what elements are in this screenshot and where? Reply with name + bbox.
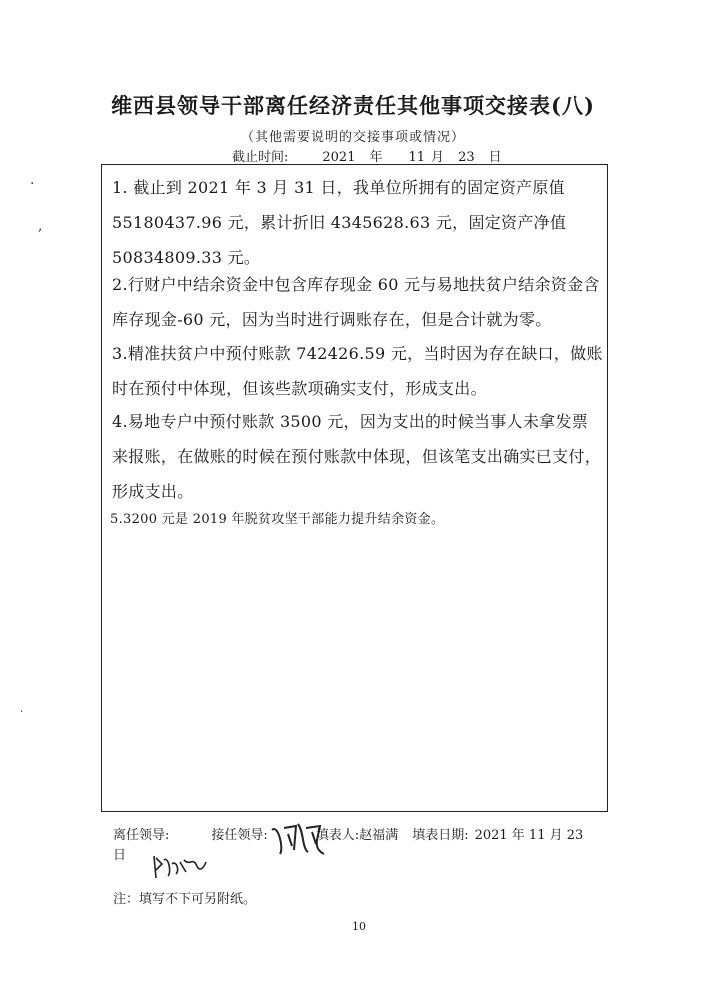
deadline-year: 2021 xyxy=(322,150,356,165)
filler-label: 填表人: xyxy=(315,828,360,843)
deadline-month: 11 xyxy=(408,150,426,165)
deadline-day: 23 xyxy=(458,150,475,165)
item-3: 3.精准扶贫户中预付账款 742426.59 元，当时因为存在缺口，做账时在预付中体现，但该些款项确实支付，形成支出。 xyxy=(112,344,603,398)
deadline-row xyxy=(232,146,502,165)
receiving-leader-signature xyxy=(268,818,328,858)
departing-leader-signature xyxy=(150,850,210,882)
scan-speck: , xyxy=(38,218,43,234)
departing-leader-label: 离任领导: xyxy=(113,828,170,843)
deadline-month-unit: 月 xyxy=(431,150,445,165)
document-subtitle: （其他需要说明的交接事项或情况） xyxy=(240,130,465,145)
item-2: 2.行财户中结余资金中包含库存现金 60 元与易地扶贫户结余资金含库存现金-60 元，因为当时进行调账存在，但是合计就为零。 xyxy=(112,275,600,329)
item-1: 1. 截止到 2021 年 3 月 31 日，我单位所拥有的固定资产原值 55180437.96 元，累计折旧 4345628.63 元，固定资产净值 50834809.33 元。 xyxy=(112,178,567,267)
fill-date-label: 填表日期: xyxy=(412,828,469,843)
receiving-leader-label: 接任领导: xyxy=(211,828,268,843)
deadline-year-unit: 年 xyxy=(369,150,383,165)
item-5: 5.3200 元是 2019 年脱贫攻坚干部能力提升结余资金。 xyxy=(110,512,445,527)
page-number: 10 xyxy=(352,920,366,933)
scan-speck: · xyxy=(20,707,24,718)
fill-date: 2021 年 11 月 23 xyxy=(474,828,584,843)
scan-speck: · xyxy=(30,176,35,192)
fill-date-day: 日 xyxy=(113,848,127,863)
deadline-label: 截止时间: xyxy=(232,150,289,165)
document-title: 维西县领导干部离任经济责任其他事项交接表(八) xyxy=(111,93,595,118)
footnote: 注：填写不下可另附纸。 xyxy=(113,892,257,907)
deadline-day-unit: 日 xyxy=(488,150,502,165)
filler-name: 赵福满 xyxy=(359,828,399,843)
item-4: 4.易地专户中预付账款 3500 元，因为支出的时候当事人未拿发票来报账，在做账的时候在预付账款中体现，但该笔支出确实已支付，形成支出。 xyxy=(112,412,602,501)
